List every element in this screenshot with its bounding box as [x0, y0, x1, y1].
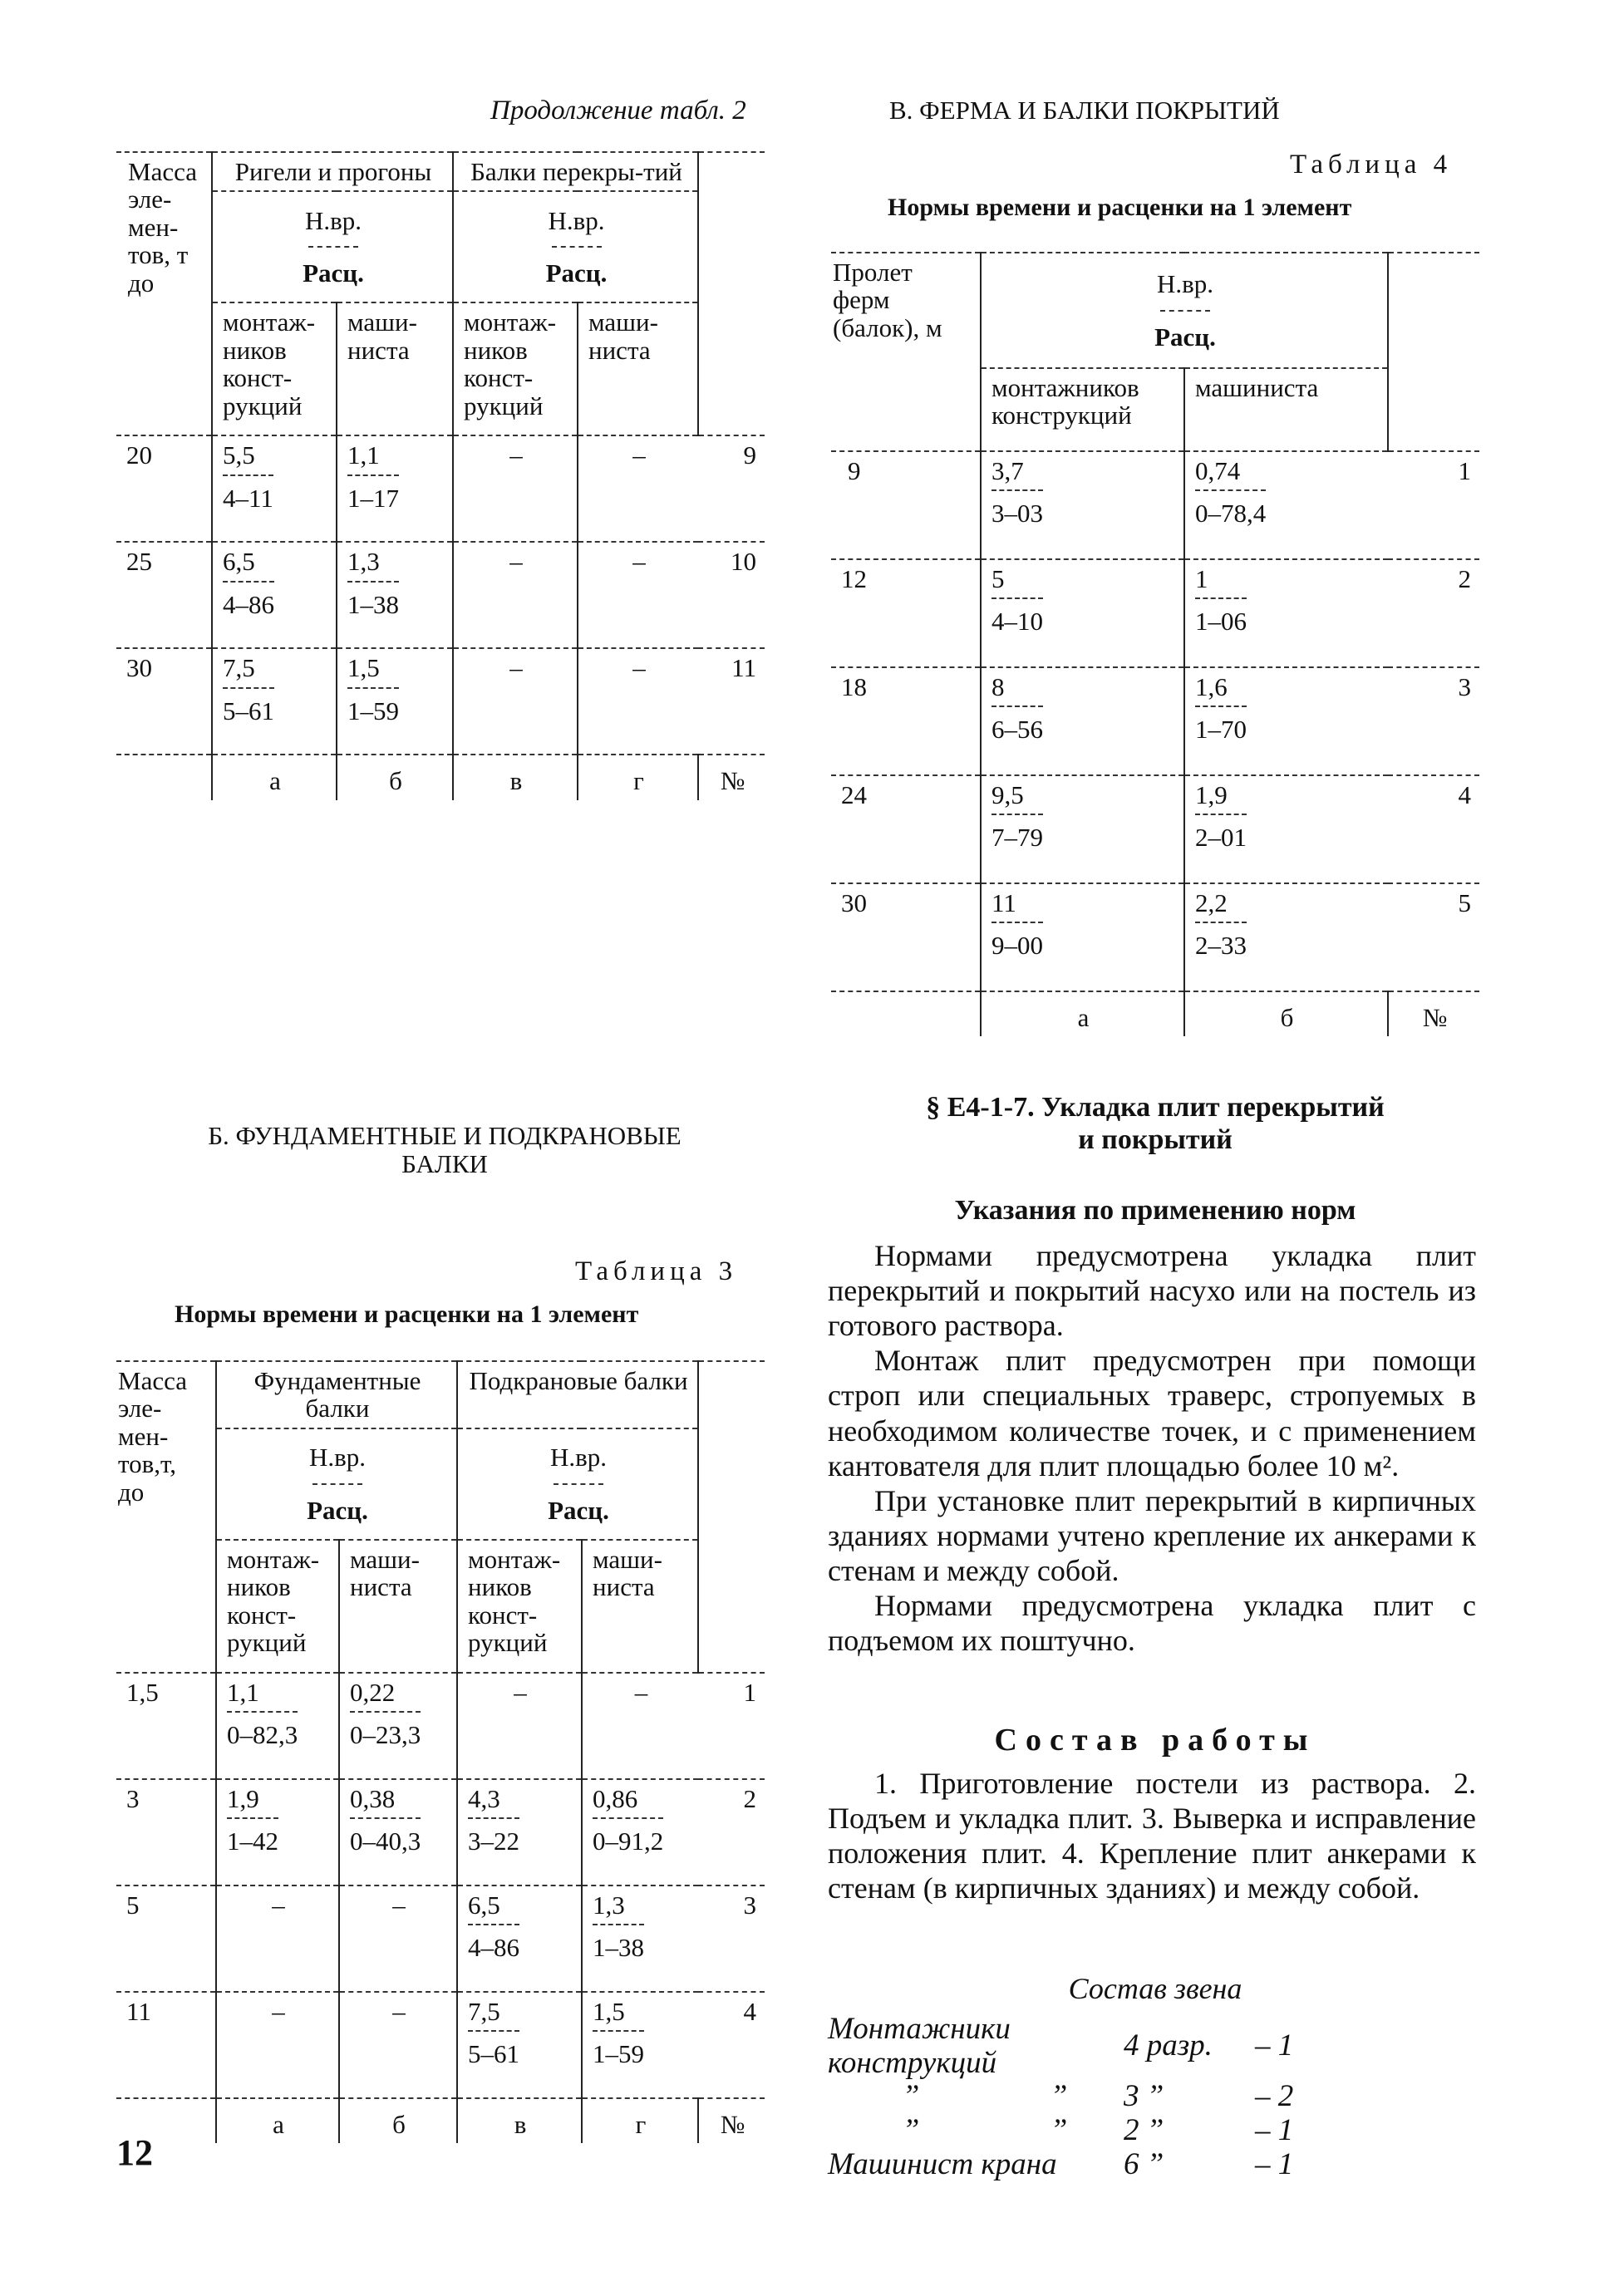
crew-table [824, 2013, 1297, 2181]
table-row: 30 $\frac{7,5}{5-61}$ $\frac{1,5}{1-59}$ – – 11 [116, 648, 765, 755]
col-header-foundation: Фундаментные балки [216, 1361, 457, 1428]
sub-header-mont: монтаж-ников конст-рукций [212, 302, 337, 435]
norm-cell: $\frac{5,5}{4-11}$ [223, 440, 273, 513]
table-row: 24 $\frac{9,5}{7-79}$ $\frac{1,9}{2-01}$ 4 [831, 775, 1479, 883]
section-e-subtitle: Указания по применению норм [954, 1195, 1356, 1226]
table-row: 9 $\frac{3,7}{3-03}$ $\frac{0,74}{0-78,4}$ 1 [831, 451, 1479, 559]
table-row: 1,5 $\frac{1,1}{0-82,3}$ $\frac{0,22}{0-23,3}$ – – 1 [116, 1673, 765, 1779]
norm-cell: $\frac{1,5}{1-59}$ [593, 1996, 645, 2069]
norm-cell: $\frac{1,6}{1-70}$ [1195, 672, 1247, 745]
page-number: 12 [116, 2132, 153, 2173]
norm-cell: $\frac{9,5}{7-79}$ [991, 780, 1043, 853]
norm-cell: $\frac{7,5}{5-61}$ [468, 1996, 520, 2069]
sub-header-mont: монтаж-ников конст-рукций [216, 1540, 339, 1673]
col-header-beams: Балки перекры-тий [453, 152, 698, 191]
norm-cell: $\frac{6,5}{4-86}$ [468, 1890, 520, 1963]
crew-row: Машинист крана 6 ” – 1 [828, 2146, 1294, 2181]
norm-cell: $\frac{0,74}{0-78,4}$ [1195, 456, 1267, 529]
paragraph: При установке плит перекрытий в кирпичных зданиях нормами учтено крепление их анкерами к стенам и между собой. [828, 1483, 1476, 1587]
norm-header: Н.вр. Расц. [303, 206, 364, 288]
sub-header-mont: монтажников конструкций [981, 368, 1184, 451]
norm-cell: $\frac{3,7}{3-03}$ [991, 456, 1043, 529]
sub-header-mash: маши-ниста [578, 302, 698, 435]
col-header-rigels: Ригели и прогоны [212, 152, 453, 191]
column-index-row: а б № [831, 991, 1479, 1036]
col-header-span: Пролет ферм (балок), м [831, 253, 981, 451]
table-row: 18 $\frac{8}{6-56}$ $\frac{1,6}{1-70}$ 3 [831, 667, 1479, 775]
norm-cell: $\frac{8}{6-56}$ [991, 672, 1043, 745]
norm-cell: $\frac{1,3}{1-38}$ [593, 1890, 645, 1963]
section-e-body [828, 1238, 1476, 1658]
norm-cell: $\frac{2,2}{2-33}$ [1195, 888, 1247, 961]
table-2-continuation [116, 151, 765, 800]
table-row: 5 – – $\frac{6,5}{4-86}$ $\frac{1,3}{1-38}$ 3 [116, 1885, 765, 1992]
norm-cell: $\frac{4,3}{3-22}$ [468, 1783, 520, 1856]
norm-cell: $\frac{1,9}{2-01}$ [1195, 780, 1247, 853]
paragraph: Нормами предусмотрена укладка плит перекрытий и покрытий насухо или на постель из готового раствора. [828, 1239, 1476, 1343]
sub-header-mash: маши-ниста [582, 1540, 698, 1673]
section-b-title: Б. ФУНДАМЕНТНЫЕ И ПОДКРАНОВЫЕ БАЛКИ [208, 1121, 681, 1179]
norm-cell: $\frac{1,3}{1-38}$ [347, 547, 399, 619]
norm-header: Н.вр. Расц. [1154, 269, 1216, 352]
paragraph: Монтаж плит предусмотрен при помощи строп или специальных траверс, стропуемых в необходимом количестве точек, и с применением кантователя для плит площадью более 10 м². [828, 1344, 1476, 1482]
table-4-caption: Нормы времени и расценки на 1 элемент [888, 194, 1352, 221]
norm-cell: $\frac{6,5}{4-86}$ [223, 547, 274, 619]
sub-header-mash: машиниста [1184, 368, 1388, 451]
norm-header: Н.вр. Расц. [307, 1443, 368, 1525]
norm-header: Н.вр. Расц. [548, 1443, 609, 1525]
continuation-label: Продолжение табл. 2 [490, 96, 746, 125]
table-row: 20 $\frac{5,5}{4-11}$ $\frac{1,1}{1-17}$ – – 9 [116, 435, 765, 542]
crew-row: ” ” 2 ” – 1 [902, 2113, 1294, 2148]
col-header-crane: Подкрановые балки [457, 1361, 698, 1428]
sub-header-mont: монтаж-ников конст-рукций [453, 302, 578, 435]
norm-cell: $\frac{5}{4-10}$ [991, 564, 1043, 637]
col-header-mass: Масса эле-мен-тов, т до [116, 152, 212, 435]
norm-cell: $\frac{1,1}{0-82,3}$ [227, 1677, 298, 1750]
table-row: 30 $\frac{11}{9-00}$ $\frac{2,2}{2-33}$ 5 [831, 883, 1479, 991]
norm-cell: $\frac{1,1}{1-17}$ [347, 440, 399, 513]
sub-header-mash: маши-ниста [339, 1540, 457, 1673]
table-row: 11 – – $\frac{7,5}{5-61}$ $\frac{1,5}{1-59}$ 4 [116, 1992, 765, 2098]
section-v-title: В. ФЕРМА И БАЛКИ ПОКРЫТИЙ [889, 96, 1280, 125]
table-4 [831, 252, 1479, 1036]
norm-cell: $\frac{1,5}{1-59}$ [347, 653, 399, 725]
sub-header-mont: монтаж-ников конст-рукций [457, 1540, 582, 1673]
norm-cell: $\frac{0,86}{0-91,2}$ [593, 1783, 664, 1856]
table-3 [116, 1360, 765, 2143]
table-3-label: Таблица 3 [575, 1256, 738, 1286]
norm-cell: $\frac{1,9}{1-42}$ [227, 1783, 278, 1856]
table-row: 3 $\frac{1,9}{1-42}$ $\frac{0,38}{0-40,3}$ $\frac{4,3}{3-22}$ $\frac{0,86}{0-91,2}$ 2 [116, 1779, 765, 1885]
column-index-row: а б в г № [116, 2098, 765, 2143]
norm-cell: $\frac{1}{1-06}$ [1195, 564, 1247, 637]
section-e-title: § Е4-1-7. Укладка плит перекрытий и покрытий [926, 1092, 1385, 1156]
norm-cell: $\frac{0,22}{0-23,3}$ [350, 1677, 421, 1750]
paragraph: Нормами предусмотрена укладка плит с подъемом их поштучно. [828, 1589, 1476, 1658]
table-row: 25 $\frac{6,5}{4-86}$ $\frac{1,3}{1-38}$ – – 10 [116, 542, 765, 648]
col-header-mass: Масса эле-мен-тов,т, до [116, 1361, 216, 1673]
crew-title: Состав звена [1068, 1972, 1242, 2005]
norm-header: Н.вр. Расц. [545, 206, 608, 288]
work-composition-title: Состав работы [994, 1723, 1316, 1758]
norm-cell: $\frac{11}{9-00}$ [991, 888, 1043, 961]
sub-header-mash: маши-ниста [337, 302, 453, 435]
crew-row: ” ” 3 ” – 2 [902, 2079, 1294, 2114]
column-index-row: а б в г № [116, 755, 765, 799]
table-row: 12 $\frac{5}{4-10}$ $\frac{1}{1-06}$ 2 [831, 559, 1479, 667]
crew-row: Монтажники конструкций 4 разр. – 1 [828, 2012, 1294, 2080]
norm-cell: $\frac{0,38}{0-40,3}$ [350, 1783, 421, 1856]
table-4-label: Таблица 4 [1290, 150, 1453, 179]
work-composition-text: 1. Приготовление постели из раствора. 2. Подъем и укладка плит. 3. Выверка и исправление положения плит. 4. Крепление плит анкерами к стенам (в кирпичных зданиях) и между собой. [828, 1767, 1476, 1905]
table-3-caption: Нормы времени и расценки на 1 элемент [175, 1300, 639, 1328]
norm-cell: $\frac{7,5}{5-61}$ [223, 653, 274, 725]
